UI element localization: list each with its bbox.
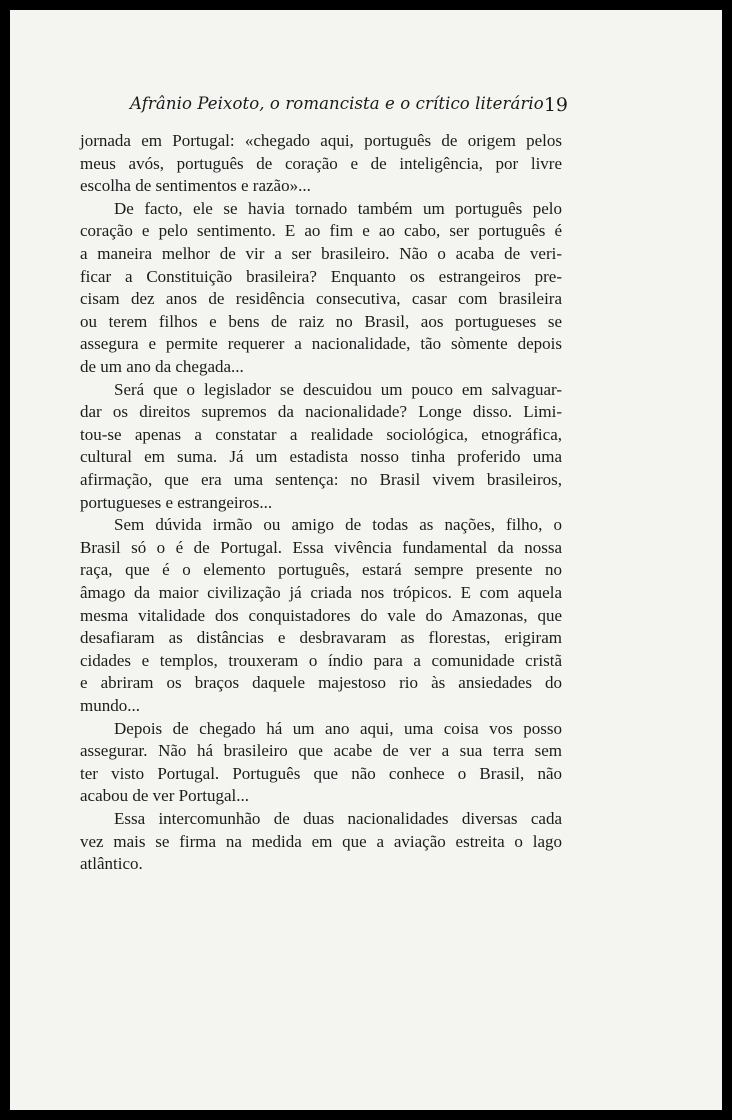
text-line: a maneira melhor de vir a ser brasileiro. Não o acaba de veri- — [80, 244, 562, 263]
text-line: jornada em Portugal: «chegado aqui, português de origem pelos — [80, 131, 562, 150]
text-line: mesma vitalidade dos conquistadores do vale do Amazonas, que — [80, 605, 562, 625]
text-line: escolha de sentimentos e razão»... — [80, 176, 311, 196]
text-line: meus avós, português de coração e de inteligência, por livre — [80, 153, 562, 173]
book-page — [10, 10, 722, 1110]
text-line: ficar a Constituição brasileira? Enquanto os estrangeiros pre- — [80, 266, 562, 286]
text-line: Essa intercomunhão de duas nacionalidades diversas cada — [114, 809, 562, 828]
text-line: cidades e templos, trouxeram o índio para a comunidade cristã — [80, 650, 562, 670]
text-line: coração e pelo sentimento. E ao fim e ao cabo, ser português é — [80, 221, 562, 241]
text-line: assegura e permite requerer a nacionalidade, tão sòmente depois — [80, 334, 562, 354]
text-line: raça, que é o elemento português, estará sempre presente no — [80, 560, 562, 580]
text-line: vez mais se firma na medida em que a aviação estreita o lago — [80, 831, 562, 851]
text-line: Brasil só o é de Portugal. Essa vivência fundamental da nossa — [80, 537, 562, 557]
text-line: assegurar. Não há brasileiro que acabe de ver a sua terra sem — [80, 741, 562, 761]
text-line: tou-se apenas a constatar a realidade sociológica, etnográfica, — [80, 424, 562, 444]
text-line: De facto, ele se havia tornado também um português pelo — [114, 198, 562, 218]
text-line: ter visto Portugal. Português que não conhece o Brasil, não — [80, 763, 562, 783]
text-line: acabou de ver Portugal... — [80, 786, 249, 806]
text-line: Depois de chegado há um ano aqui, uma coisa vos posso — [114, 718, 562, 738]
text-line: afirmação, que era uma sentença: no Brasil vivem brasileiros, — [80, 470, 562, 489]
text-line: âmago da maior civilização já criada nos trópicos. E com aquela — [80, 583, 562, 602]
running-title: Afrânio Peixoto, o romancista e o crítico literário — [130, 94, 544, 113]
text-line: e abriram os braços daquele majestoso rio às ansiedades do — [80, 673, 562, 693]
text-line: atlântico. — [80, 854, 143, 874]
text-line: portugueses e estrangeiros... — [80, 492, 273, 512]
text-line: desafiaram as distâncias e desbravaram as florestas, erigiram — [80, 628, 562, 648]
page-number: 19 — [543, 94, 568, 116]
running-head — [130, 94, 568, 120]
text-line: mundo... — [80, 696, 140, 715]
text-line: de um ano da chegada... — [80, 357, 244, 376]
text-line: Será que o legislador se descuidou um pouco em salvaguar- — [114, 379, 562, 399]
text-line: dar os direitos supremos da nacionalidade? Longe disso. Limi- — [80, 402, 562, 422]
text-line: ou terem filhos e bens de raiz no Brasil, aos portugueses se — [80, 311, 562, 331]
text-line: cultural em suma. Já um estadista nosso tinha proferido uma — [80, 447, 562, 467]
text-line: Sem dúvida irmão ou amigo de todas as nações, filho, o — [114, 515, 562, 535]
text-line: cisam dez anos de residência consecutiva, casar com brasileira — [80, 289, 562, 309]
